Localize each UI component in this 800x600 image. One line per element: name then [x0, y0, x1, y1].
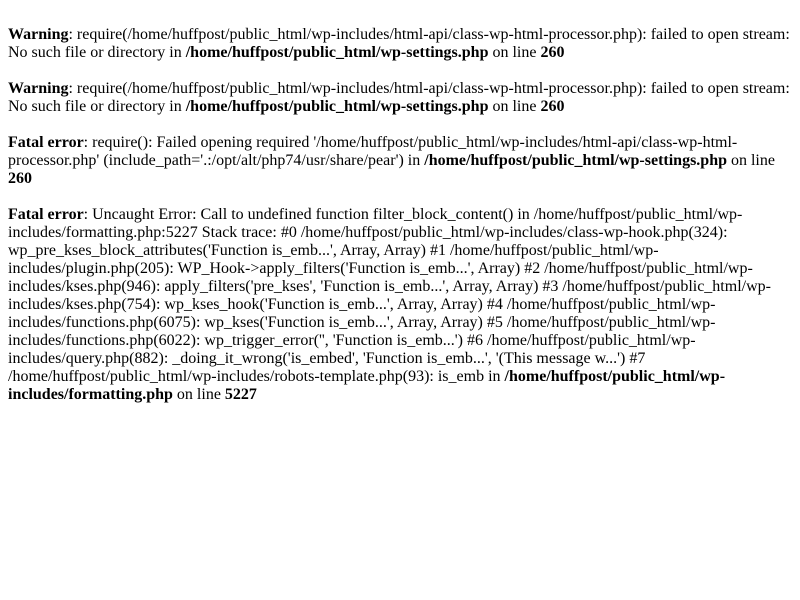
on-line-text: on line: [172, 386, 225, 403]
on-line-text: on line: [488, 98, 541, 115]
error-file-path: /home/huffpost/public_html/wp-includes/formatting.php: [8, 368, 726, 403]
error-line-number: 5227: [224, 386, 257, 403]
error-text: : require(): Failed opening required '/home/huffpost/public_html/wp-includes/html-api/class-wp-html-processor.php' (include_path='.:/opt/alt/php74/usr/share/pear') in: [8, 134, 738, 169]
error-file-path: /home/huffpost/public_html/wp-settings.php: [424, 152, 727, 169]
error-line-number: 260: [540, 44, 565, 61]
error-type-label: Fatal error: [8, 206, 84, 223]
error-text: : Uncaught Error: Call to undefined function filter_block_content() in /home/huffpost/public_html/wp-includes/formatting.php:5227 Stack trace: #0 /home/huffpost/public_html/wp-includes/class-wp-hook.php(324): wp_pre_kses_block_attributes('Function is_emb...', Array, Array) #1 /home/huffpost/public_html/wp-includes/plugin.php(205): WP_Hook->apply_filters('Function is_emb...', Array) #2 /home/huffpost/public_html/wp-includes/kses.php(946): apply_filters('pre_kses', 'Function is_emb...', Array, Array) #3 /home/huffpost/public_html/wp-includes/kses.php(754): wp_kses_hook('Function is_emb...', Array, Array) #4 /home/huffpost/public_html/wp-includes/functions.php(6075): wp_kses('Function is_emb...', Array, Array) #5 /home/huffpost/public_html/wp-includes/functions.php(6022): wp_trigger_error('', 'Function is_emb...') #6 /home/huffpost/public_html/wp-includes/query.php(882): _doing_it_wrong('is_embed', 'Function is_emb...', '(This message w...') #7 /home/huffpost/public_html/wp-includes/robots-template.php(93): is_emb in: [8, 206, 771, 385]
error-line-number: 260: [8, 170, 32, 187]
error-file-path: /home/huffpost/public_html/wp-settings.php: [185, 98, 489, 115]
error-text: : require(/home/huffpost/public_html/wp-includes/html-api/class-wp-html-processor.php): failed to open stream: No such file or directory in: [8, 26, 790, 61]
error-message-3: [8, 134, 792, 188]
error-text: : require(/home/huffpost/public_html/wp-includes/html-api/class-wp-html-processor.php): failed to open stream: No such file or directory in: [8, 80, 790, 115]
error-type-label: Fatal error: [8, 134, 84, 151]
error-type-label: Warning: [8, 80, 69, 97]
on-line-text: on line: [488, 44, 541, 61]
on-line-text: on line: [726, 152, 775, 169]
error-message-4: [8, 206, 792, 404]
error-type-label: Warning: [8, 26, 69, 43]
error-message-2: [8, 80, 792, 116]
error-line-number: 260: [540, 98, 565, 115]
error-message-1: [8, 26, 792, 62]
error-file-path: /home/huffpost/public_html/wp-settings.php: [185, 44, 489, 61]
